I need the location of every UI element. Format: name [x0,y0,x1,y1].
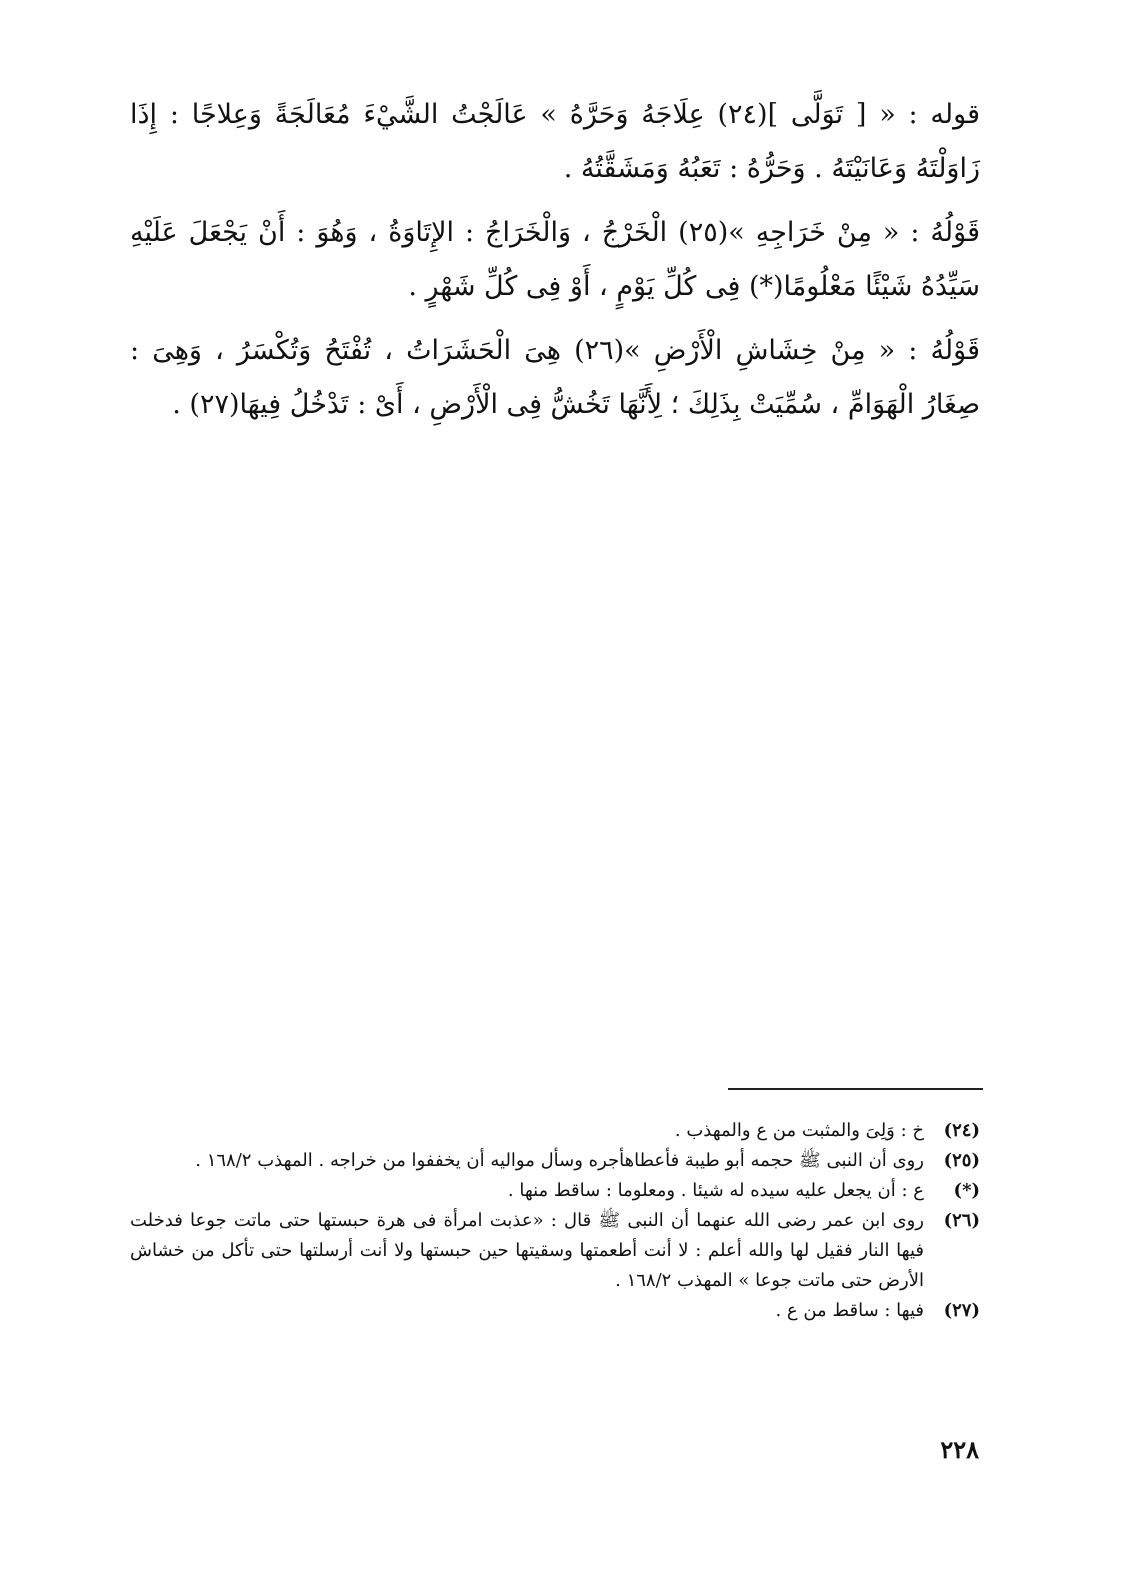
footnote-number: (*) [953,1180,980,1201]
footnote-divider [728,1088,983,1090]
footnote-text: فيها : ساقط من ع . [775,1300,924,1321]
footnote-text: روى أن النبى ﷺ حجمه أبو طيبة فأعطاهأجره وسأل مواليه أن يخففوا من خراجه . المهذب ١٦٨/٢ . [195,1150,924,1171]
footnote-number: (٢٤) [943,1120,980,1141]
footnotes-section [130,1116,980,1326]
footnote-text: روى ابن عمر رضى الله عنهما أن النبى ﷺ قال : «عذبت امرأة فى هرة حبستها حتى ماتت جوعا فدخلت فيها النار فقيل لها والله أعلم : لا أنت أطعمتها وسقيتها حين حبستها ولا أنت أرسلتها حتى تأكل من خشاش الأرض حتى ماتت جوعا » المهذب ١٦٨/٢ . [130,1210,924,1291]
footnote-text: خ : وَلِىَ والمثبت من ع والمهذب . [674,1120,924,1141]
footnote-25 [130,1146,980,1176]
main-text-body [130,88,980,442]
footnote-number: (٢٥) [943,1150,980,1171]
page-number: ٢٢٨ [940,1435,979,1464]
footnote-text: ع : أن يجعل عليه سيده له شيئا . ومعلوما : ساقط منها . [507,1180,924,1201]
paragraph-1: قوله : « [ تَوَلَّى ](٢٤) عِلَاجَهُ وَحَرَّهُ » عَالَجْتُ الشَّيْءَ مُعَالَجَةً وَعِلاجًا : إِذَا زَاوَلْتَهُ وَعَانَيْتَهُ . وَحَرُّهُ : تَعَبُهُ وَمَشَقَّتُهُ . [130,99,980,184]
footnote-24 [130,1116,980,1146]
footnote-26 [130,1206,980,1296]
footnote-27 [130,1296,980,1326]
footnote-number: (٢٦) [943,1210,980,1231]
footnote-number: (٢٧) [943,1300,980,1321]
paragraph-3: قَوْلُهُ : « مِنْ خِشَاشِ الْأَرْضِ »(٢٦) هِىَ الْحَشَرَاتُ ، تُفْتَحُ وَتُكْسَرُ ، وَهِىَ : صِغَارُ الْهَوَامِّ ، سُمِّيَتْ بِذَلِكَ ؛ لِأَنَّهَا تَخُشُّ فِى الْأَرْضِ ، أَىْ : تَدْخُلُ فِيهَا(٢٧) . [130,335,981,420]
paragraph-2: قَوْلُهُ : « مِنْ خَرَاجِهِ »(٢٥) الْخَرْجُ ، وَالْخَرَاجُ : الإِتَاوَةُ ، وَهُوَ : أَنْ يَجْعَلَ عَلَيْهِ سَيِّدُهُ شَيْئًا مَعْلُومًا(*) فِى كُلِّ يَوْمٍ ، أَوْ فِى كُلِّ شَهْرٍ . [130,217,980,302]
footnote-asterisk [130,1176,980,1206]
